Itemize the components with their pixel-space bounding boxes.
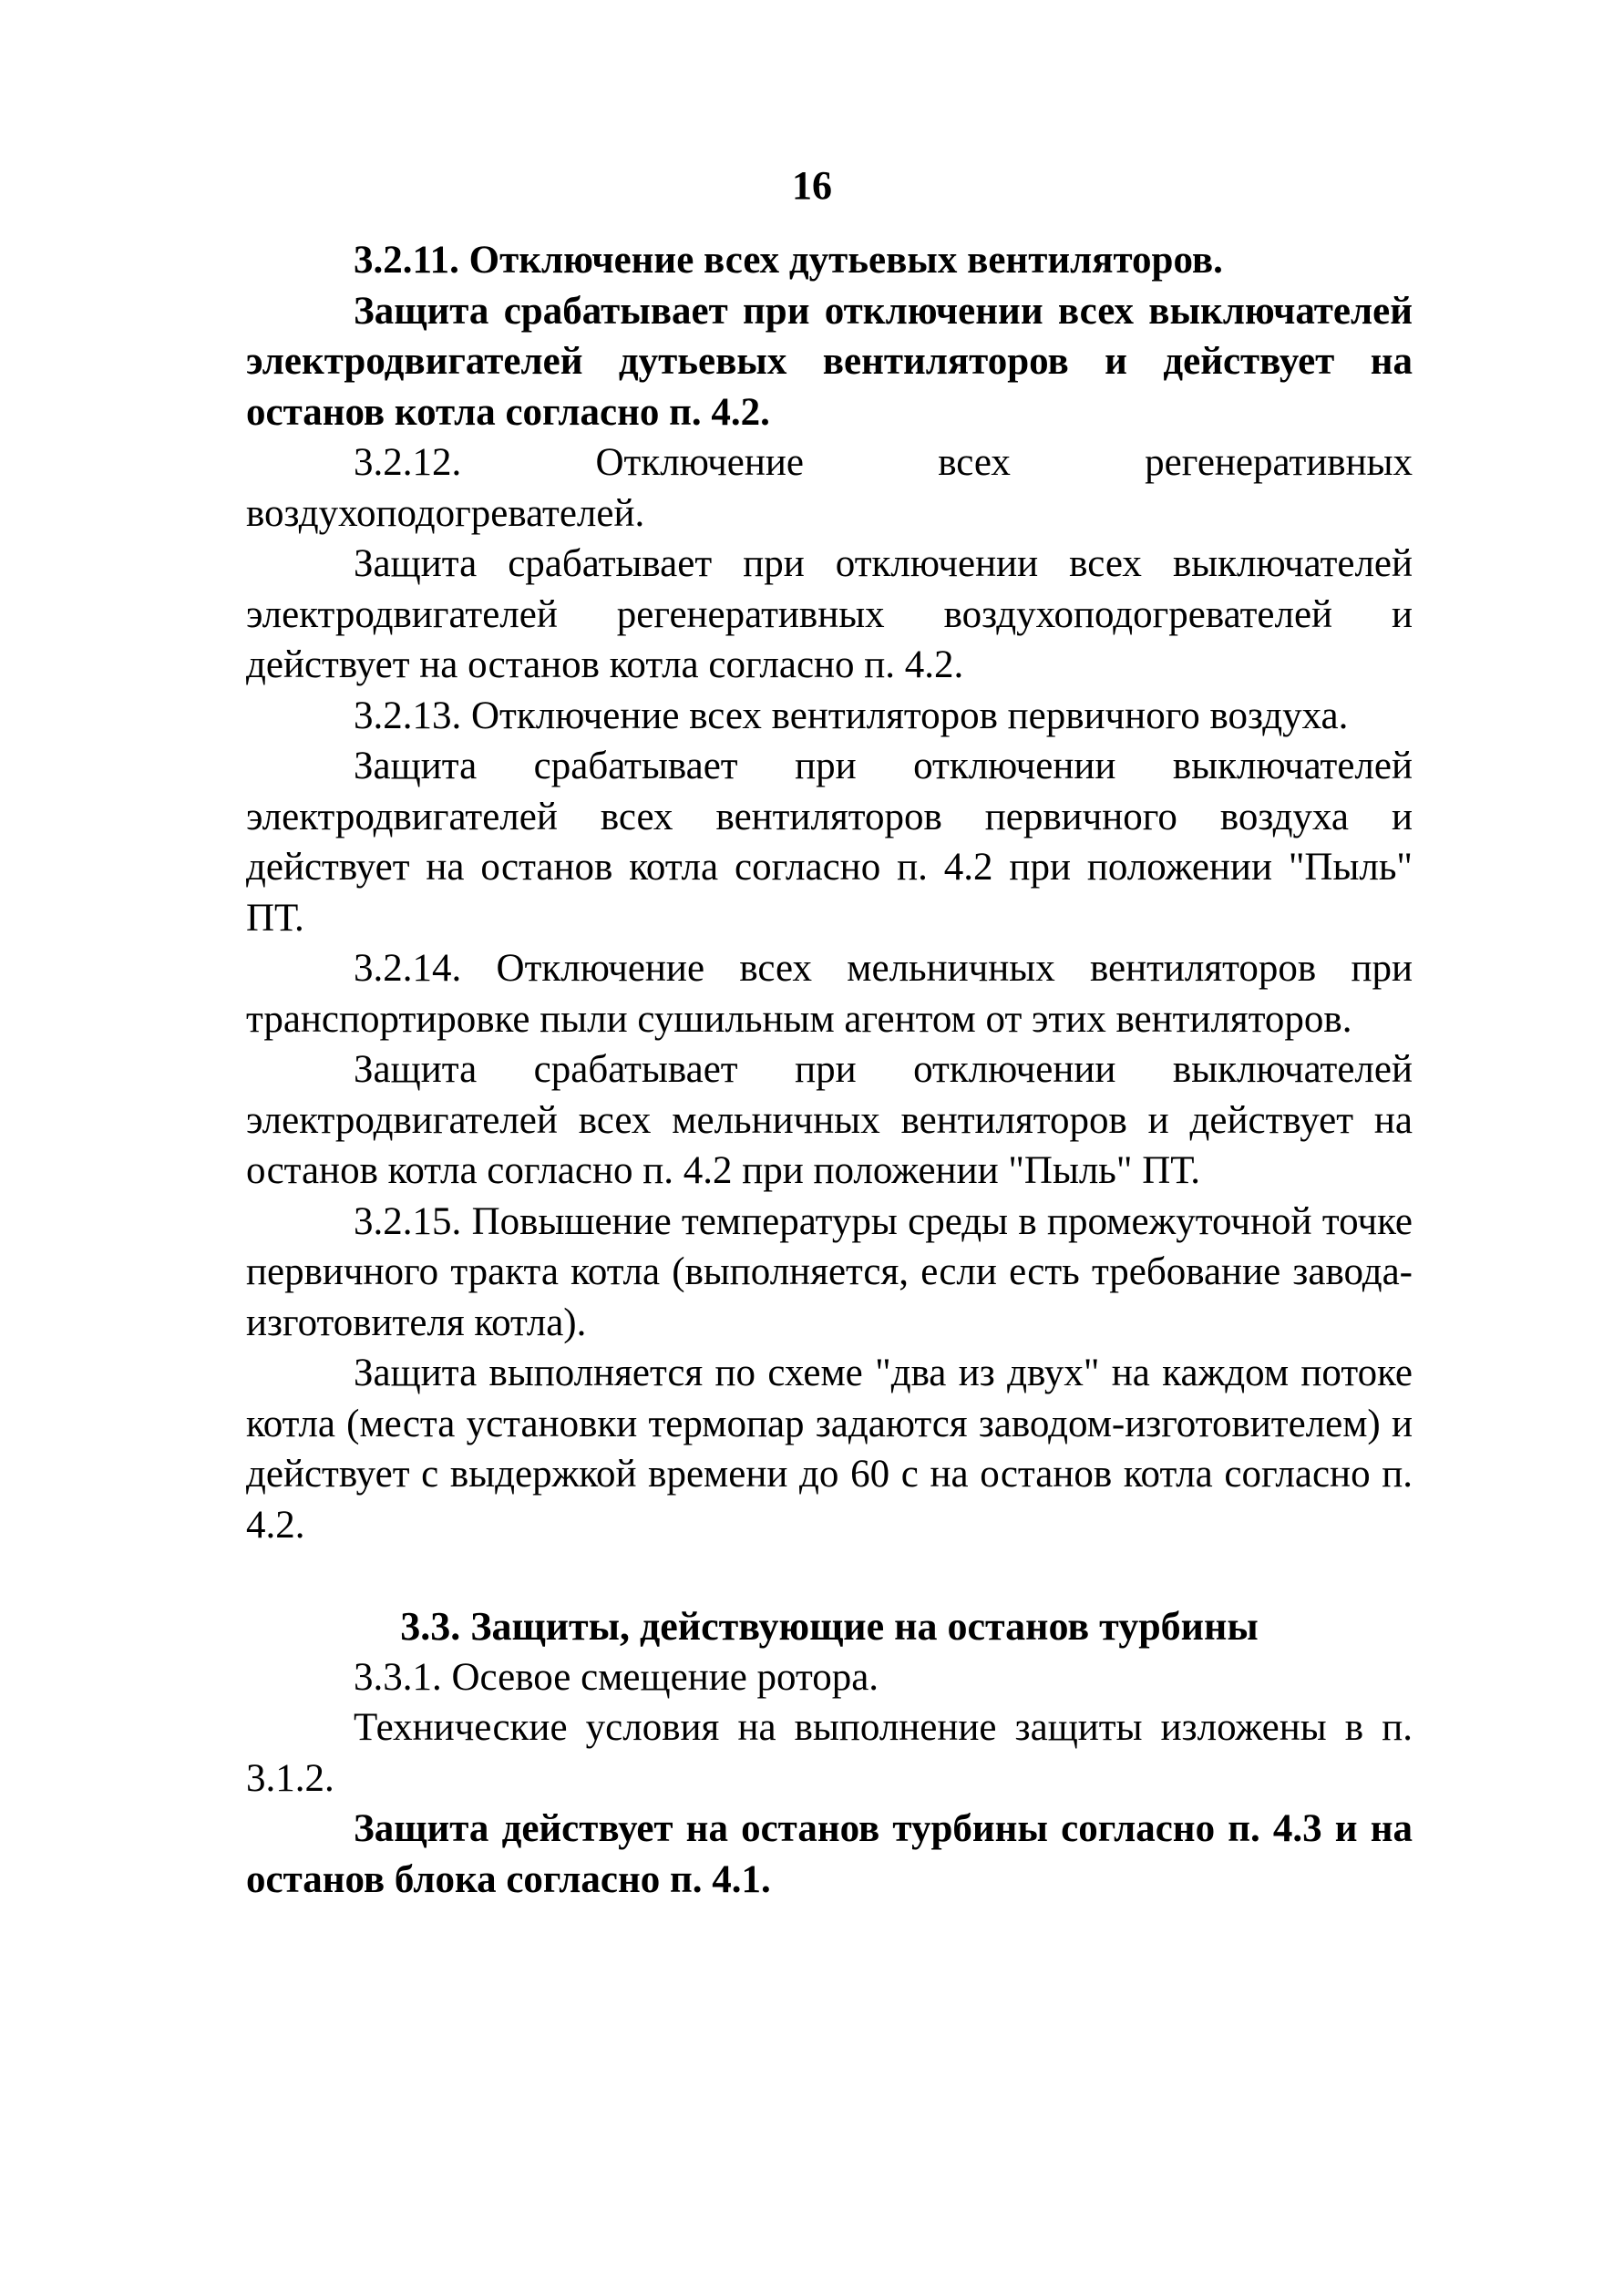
clause-3-2-11-title: 3.2.11. Отключение всех дутьевых вентиляторов.	[354, 239, 1223, 282]
document-body	[246, 235, 1413, 1905]
clause-3-3-1-conditions: Технические условия на выполнение защиты изложены в п. 3.1.2.	[246, 1706, 1413, 1800]
clause-3-2-11-text: Защита срабатывает при отключении всех выключателей электродвигателей дутьевых вентиляторов и действует на останов котла согласно п. 4.2.	[246, 289, 1413, 434]
clause-3-2-14-title: 3.2.14. Отключение всех мельничных вентиляторов при транспортировке пыли сушильным агентом от этих вентиляторов.	[246, 947, 1413, 1041]
clause-3-3-1-title: 3.3.1. Осевое смещение ротора.	[354, 1655, 879, 1699]
clause-3-2-12-title: 3.2.12. Отключение всех регенеративных воздухоподогревателей.	[246, 441, 1413, 535]
section-heading-3-3: 3.3. Защиты, действующие на останов турбины	[400, 1604, 1259, 1649]
clause-3-2-15-text: Защита выполняется по схеме "два из двух" на каждом потоке котла (места установки термопар задаются заводом-изготовителем) и действует с выдержкой времени до 60 с на останов котла согласно п. 4.2.	[246, 1352, 1413, 1547]
clause-3-2-13-title: 3.2.13. Отключение всех вентиляторов первичного воздуха.	[354, 694, 1349, 737]
clause-3-2-12-text: Защита срабатывает при отключении всех выключателей электродвигателей регенеративных воздухоподогревателей и действует на останов котла согласно п. 4.2.	[246, 542, 1413, 686]
page-number: 16	[792, 163, 832, 208]
clause-3-3-1-action: Защита действует на останов турбины согласно п. 4.3 и на останов блока согласно п. 4.1.	[246, 1807, 1413, 1901]
clause-3-2-15-title: 3.2.15. Повышение температуры среды в промежуточной точке первичного тракта котла (выполняется, если есть требование завода-изготовителя котла).	[246, 1199, 1413, 1344]
clause-3-2-13-text: Защита срабатывает при отключении выключателей электродвигателей всех вентиляторов первичного воздуха и действует на останов котла согласно п. 4.2 при положении "Пыль" ПТ.	[246, 745, 1413, 940]
clause-3-2-14-text: Защита срабатывает при отключении выключателей электродвигателей всех мельничных вентиляторов и действует на останов котла согласно п. 4.2 при положении "Пыль" ПТ.	[246, 1048, 1413, 1192]
